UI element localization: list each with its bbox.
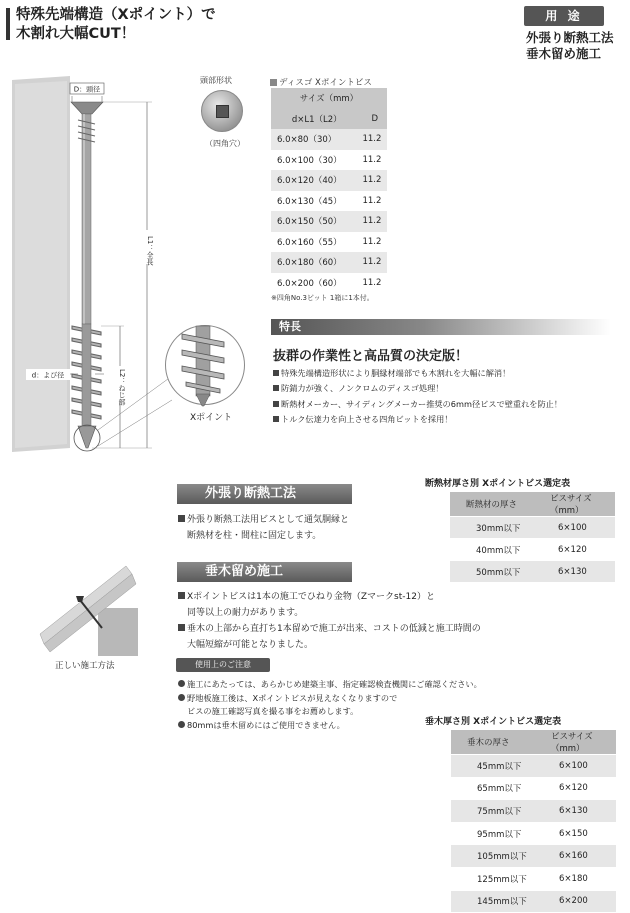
- page-title: [16, 6, 216, 44]
- table-row: [271, 273, 387, 294]
- table-row: [451, 755, 616, 778]
- spec-d-cell: 11.2: [362, 170, 387, 191]
- list-item: 特殊先端構造形状により胴縁材端部でも木割れを大幅に解消！: [273, 366, 562, 381]
- spec-d-cell: 11.2: [362, 195, 382, 206]
- use-item-2: 垂木留め施工: [526, 46, 602, 61]
- table-row: [450, 561, 615, 583]
- size-cell: 6×160: [529, 845, 616, 868]
- table-header-cell: 垂木の厚さ: [451, 730, 529, 755]
- table-row: [451, 777, 616, 800]
- head-dimension-label: D：頭径: [73, 85, 101, 94]
- rafter-table-title: 垂木厚さ別 Xポイントビス選定表: [425, 717, 562, 727]
- size-cell: 6×180: [529, 867, 616, 890]
- table-row: [450, 517, 615, 539]
- size-cell: 6×100: [529, 755, 616, 778]
- use-item-1: 外張り断熱工法: [526, 30, 614, 45]
- size-cell: 6×120: [528, 539, 615, 561]
- list-item: 施工にあたっては、あらかじめ建築主事、指定確認検査機関にご確認ください。: [178, 678, 482, 692]
- wood-panel-inner: [15, 81, 67, 448]
- thread-core: [82, 324, 91, 426]
- spec-table-title: [270, 76, 372, 88]
- xpoint-zoom-image: [165, 325, 245, 405]
- head-shape-image: [201, 90, 243, 132]
- spec-d-cell: 11.2: [362, 129, 387, 150]
- size-cell: 6×130: [529, 800, 616, 823]
- features-label: 特長: [279, 320, 301, 333]
- spec-table: [271, 88, 387, 293]
- beam-block: [98, 608, 138, 656]
- table-row: [271, 150, 387, 171]
- title-line-2: 木割れ大幅CUT！: [16, 26, 136, 42]
- l2-label: L2：ねじ部: [118, 369, 126, 406]
- square-bullet-icon: [178, 592, 185, 599]
- title-line-1: 特殊先端構造（Xポイント）で: [16, 7, 216, 23]
- spec-d-cell: 11.2: [362, 211, 387, 232]
- table-row: [271, 232, 387, 253]
- section-rafter-fixing-text: [178, 589, 481, 653]
- square-bullet-icon: [178, 624, 185, 631]
- list-item: 断熱材メーカー、サイディングメーカー推奨の6mm径ビスで壁重れを防止！: [273, 397, 562, 412]
- spec-size-cell: 6.0×200（60）: [277, 278, 342, 289]
- spec-d-cell: 11.2: [362, 236, 382, 247]
- spec-title-text: ディスゴ Xポイントビス: [279, 78, 372, 88]
- table-row: [451, 800, 616, 823]
- spec-size-cell: 6.0×130（45）: [277, 196, 342, 207]
- square-bullet-icon: [178, 515, 185, 522]
- section-title: 外張り断熱工法: [205, 486, 297, 501]
- list-item: 80mmは垂木留めにはご使用できません。: [178, 719, 482, 733]
- thickness-cell: 75mm以下: [451, 800, 529, 823]
- xpoint-label: Xポイント: [190, 413, 233, 423]
- features-bar: [271, 319, 611, 335]
- square-bullet-icon: [270, 79, 277, 86]
- size-cell: 6×130: [528, 561, 615, 583]
- size-cell: 6×120: [529, 777, 616, 800]
- head-shape-sublabel: （四角穴）: [205, 139, 245, 148]
- usage-notes-badge: 使用上のご注意: [176, 658, 270, 672]
- spec-d-cell: 11.2: [362, 277, 382, 288]
- table-row: [451, 822, 616, 845]
- roof-caption: 正しい施工方法: [55, 661, 115, 671]
- insulation-selection-table: [450, 492, 615, 583]
- title-accent-bar: [6, 8, 10, 40]
- table-row: [451, 890, 616, 913]
- table-header-cell: 断熱材の厚さ: [450, 492, 528, 517]
- section2-line3: 垂木の上部から直打ち1本留めで施工が出来、コストの低減と施工時間の: [187, 624, 481, 634]
- thickness-cell: 125mm以下: [451, 867, 529, 890]
- screw-shank: [82, 114, 91, 324]
- table-row: [451, 845, 616, 868]
- spec-size-cell: 6.0×120（40）: [271, 170, 362, 191]
- table-row: [271, 211, 387, 232]
- square-drive-icon: [216, 105, 229, 118]
- spec-size-cell: 6.0×80（30）: [271, 129, 362, 150]
- size-cell: 6×200: [529, 890, 616, 913]
- spec-header-col2: D: [362, 109, 387, 130]
- section-exterior-insulation-text: [178, 512, 349, 544]
- spec-size-cell: 6.0×150（50）: [271, 211, 362, 232]
- list-item: トルク伝達力を向上させる四角ビットを採用！: [273, 412, 562, 427]
- zoom-leader-bottom: [98, 400, 172, 446]
- section2-line1: Xポイントビスは1本の施工でひねり金物（Zマークst-12）と: [187, 592, 435, 602]
- thickness-cell: 50mm以下: [450, 561, 528, 583]
- use-badge: 用 途: [524, 6, 604, 26]
- size-cell: 6×100: [528, 517, 615, 539]
- features-heading: 抜群の作業性と高品質の決定版！: [273, 349, 469, 364]
- spec-d-cell: 11.2: [362, 252, 387, 273]
- section1-line1: 外張り断熱工法用ビスとして通気胴縁と: [187, 515, 350, 525]
- table-header-cell: ビスサイズ（mm）: [528, 492, 615, 517]
- use-list: [526, 30, 614, 62]
- thickness-cell: 65mm以下: [451, 777, 529, 800]
- list-item: 野地板施工後は、Xポイントビスが見えなくなりますので: [178, 692, 482, 706]
- list-item: ビスの施工確認写真を撮る事をお薦めします。: [187, 706, 359, 716]
- screw-tip: [78, 426, 96, 448]
- table-row: [271, 129, 387, 150]
- thickness-cell: 145mm以下: [451, 890, 529, 913]
- spec-note: ※四角No.3ビット 1箱に1本付。: [271, 294, 374, 302]
- section-exterior-insulation-header: [177, 484, 352, 504]
- zoom-leader-top: [98, 376, 172, 430]
- size-cell: 6×150: [529, 822, 616, 845]
- thickness-cell: 40mm以下: [450, 539, 528, 561]
- section-rafter-fixing-header: [177, 562, 352, 582]
- l1-label: L1：全長: [146, 236, 154, 266]
- features-list: [273, 366, 562, 427]
- spec-header-size: サイズ（mm）: [271, 88, 387, 109]
- roof-installation-diagram: [40, 570, 170, 660]
- spec-d-cell: 11.2: [362, 154, 382, 165]
- screw-head: [71, 102, 103, 114]
- list-item: 防錆力が強く、ノンクロムのディスゴ処理！: [273, 381, 562, 396]
- rafter-selection-table: [451, 730, 616, 913]
- table-row: [271, 170, 387, 191]
- table-row: [271, 252, 387, 273]
- section2-line2: 同等以上の耐力があります。: [187, 608, 304, 618]
- spec-header-col1: d×L1（L2）: [271, 109, 362, 130]
- table-row: [271, 191, 387, 212]
- thickness-cell: 45mm以下: [451, 755, 529, 778]
- section1-line2: 断熱材を柱・間柱に固定します。: [187, 531, 322, 541]
- spec-size-cell: 6.0×100（30）: [277, 155, 342, 166]
- head-shape-label: 頭部形状: [200, 76, 232, 85]
- table-header-cell: ビスサイズ（mm）: [529, 730, 616, 755]
- thickness-cell: 105mm以下: [451, 845, 529, 868]
- section2-line4: 大幅短縮が可能となりました。: [187, 640, 314, 650]
- spec-size-cell: 6.0×180（60）: [271, 252, 362, 273]
- xpoint-zoom-drawing: [166, 326, 246, 406]
- thickness-cell: 95mm以下: [451, 822, 529, 845]
- d-label: d：よび径: [31, 371, 65, 380]
- insulation-table-title: 断熱材厚さ別 Xポイントビス選定表: [425, 479, 571, 489]
- thickness-cell: 30mm以下: [450, 517, 528, 539]
- spec-size-cell: 6.0×160（55）: [277, 237, 342, 248]
- table-row: [450, 539, 615, 561]
- section-title: 垂木留め施工: [205, 564, 284, 579]
- table-row: [451, 867, 616, 890]
